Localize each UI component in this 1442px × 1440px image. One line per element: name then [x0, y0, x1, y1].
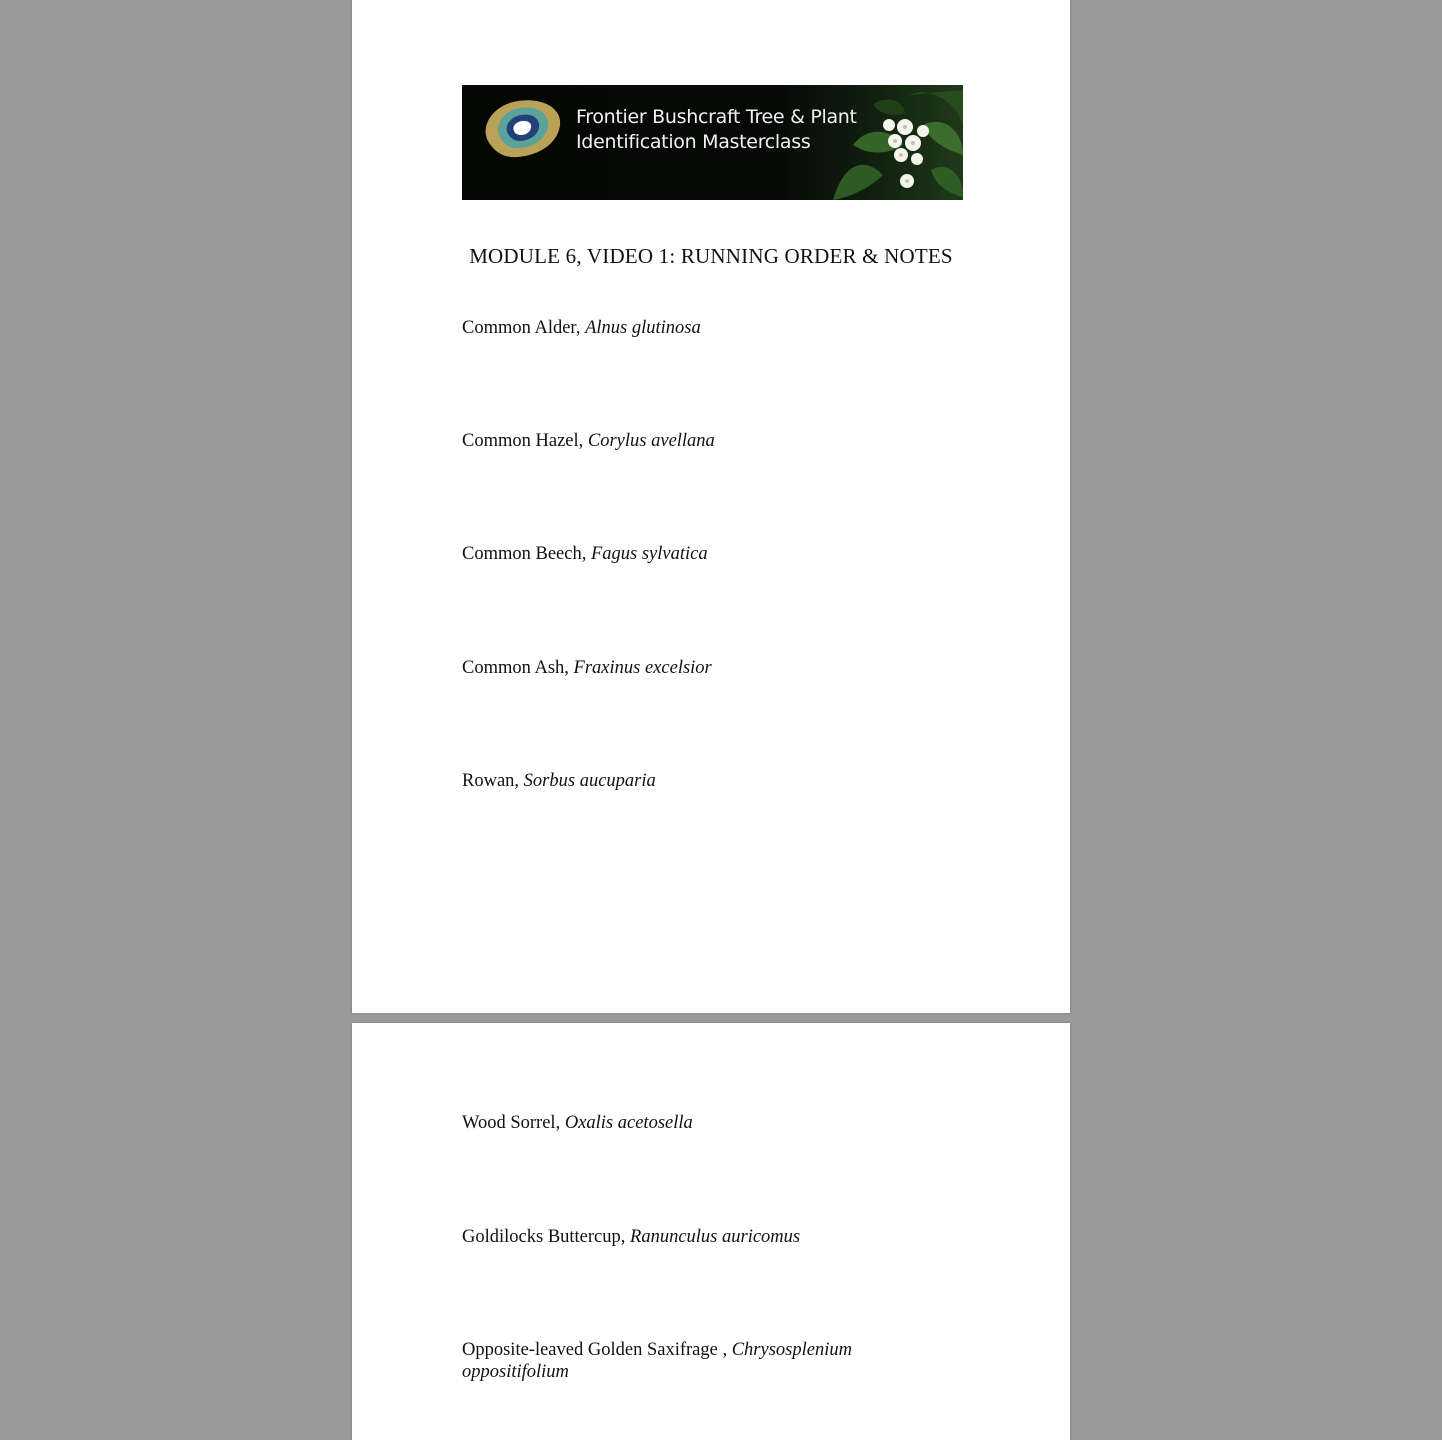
banner-title-line-2: Identification Masterclass	[576, 131, 811, 153]
page-1	[352, 0, 1070, 1013]
species-entry	[462, 1226, 932, 1248]
scientific-name: Alnus glutinosa	[585, 318, 701, 338]
scientific-name: Ranunculus auricomus	[630, 1227, 801, 1247]
common-name: Common Ash,	[462, 658, 574, 678]
common-name: Goldilocks Buttercup,	[462, 1227, 631, 1247]
scientific-name: Fagus sylvatica	[590, 544, 708, 564]
common-name: Common Hazel,	[462, 431, 588, 451]
species-entry	[462, 657, 932, 679]
species-entry	[462, 543, 932, 565]
hawthorn-blossom-image	[813, 85, 963, 200]
common-name: Wood Sorrel,	[462, 1113, 565, 1133]
species-entry	[462, 317, 932, 339]
course-banner	[462, 85, 963, 200]
species-entry	[462, 1339, 892, 1383]
frontier-bushcraft-logo-icon	[478, 97, 564, 159]
banner-title-line-1: Frontier Bushcraft Tree & Plant	[576, 106, 857, 128]
species-entry	[462, 770, 932, 792]
document-title: MODULE 6, VIDEO 1: RUNNING ORDER & NOTES	[469, 244, 953, 268]
species-entry	[462, 1112, 932, 1134]
common-name: Rowan,	[462, 771, 524, 791]
species-entry	[462, 430, 932, 452]
page-2	[352, 1023, 1070, 1440]
scientific-name: Fraxinus excelsior	[573, 658, 712, 678]
common-name: Common Beech,	[462, 544, 591, 564]
common-name: Common Alder,	[462, 318, 586, 338]
scientific-name: Oxalis acetosella	[564, 1113, 693, 1133]
scientific-name: Chrysosplenium oppositifolium	[462, 1340, 852, 1382]
common-name: Opposite-leaved Golden Saxifrage ,	[462, 1340, 732, 1360]
scientific-name: Corylus avellana	[587, 431, 715, 451]
scientific-name: Sorbus aucuparia	[523, 771, 656, 791]
